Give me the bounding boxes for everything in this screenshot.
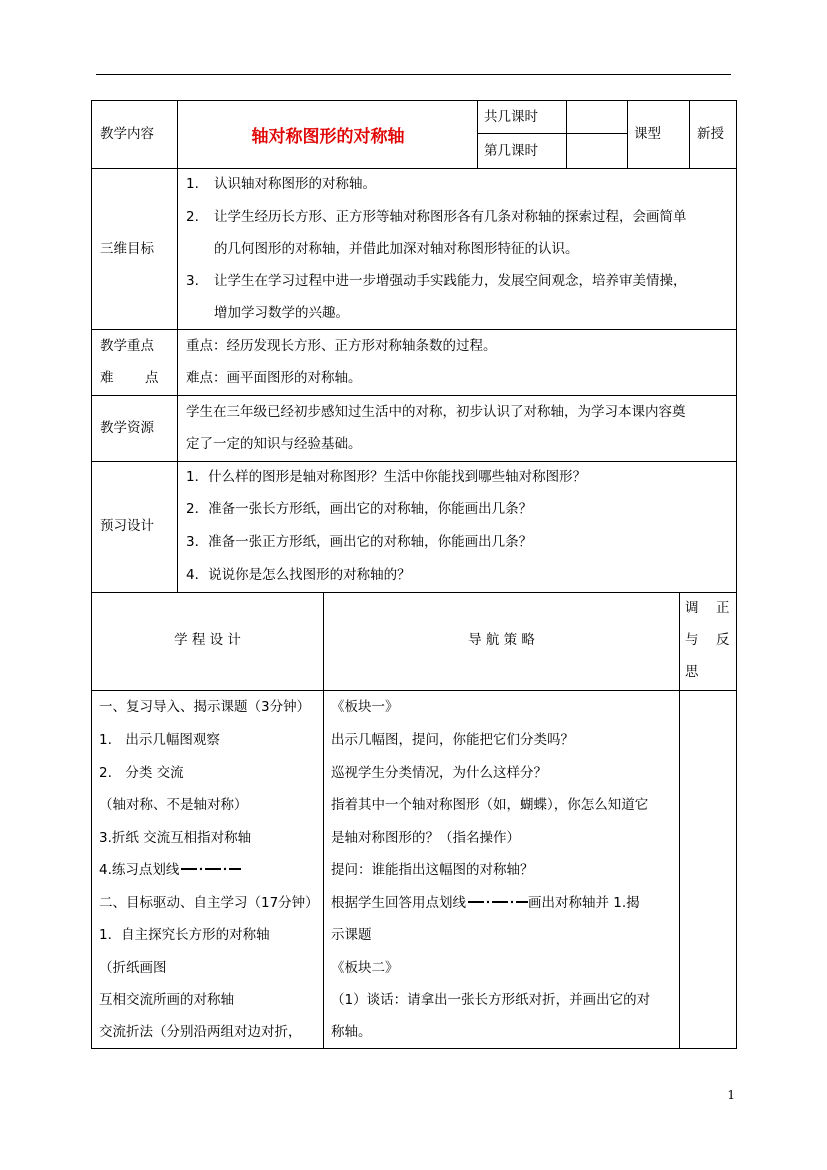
reflection-char: 与: [685, 632, 699, 648]
preview-item: 2．准备一张长方形纸，画出它的对称轴，你能画出几条？: [186, 501, 533, 517]
goal-line: 让学生在学习过程中进一步增强动手实践能力，发展空间观念，培养审美情操，: [214, 273, 687, 289]
process-line: （轴对称、不是轴对称）: [99, 797, 248, 813]
process-header: 学 程 设 计: [174, 632, 241, 648]
process-line: 1. 出示几幅图观察: [99, 732, 220, 748]
goals-label: 三维目标: [100, 241, 154, 257]
strategy-line: 提问：谁能指出这幅图的对称轴？: [331, 862, 534, 878]
process-line: （折纸画图: [99, 960, 167, 976]
reflection-char: 正: [716, 600, 730, 616]
goal-line: 增加学习数学的兴趣。: [214, 305, 349, 321]
strategy-line: [331, 893, 640, 913]
process-line: 交流折法（分别沿两组对边对折，: [99, 1024, 302, 1040]
process-line: [99, 860, 241, 880]
dash-dot-line-icon: [179, 863, 241, 875]
strategy-line: 称轴。: [331, 1024, 372, 1040]
dash-dot-line-icon: [466, 896, 528, 908]
goal-number: 2.: [186, 209, 199, 225]
process-line: 二、目标驱动、自主学习（17分钟）: [99, 895, 319, 911]
goal-number: 3.: [186, 273, 199, 289]
header-rule: [96, 74, 731, 75]
strategy-line-text: 根据学生回答用点划线: [331, 895, 466, 911]
reflection-char: 调: [685, 600, 699, 616]
strategy-line: 巡视学生分类情况，为什么这样分？: [331, 765, 547, 781]
difficulty-label-left: 难: [100, 370, 114, 386]
strategy-line-text: 画出对称轴并 1.揭: [528, 895, 640, 911]
lesson-type-label: 课型: [634, 126, 661, 142]
preview-item: 3．准备一张正方形纸，画出它的对称轴，你能画出几条？: [186, 534, 533, 550]
process-line: 2. 分类 交流: [99, 765, 184, 781]
reflection-char: 反: [716, 632, 730, 648]
difficulty-label-right: 点: [145, 370, 159, 386]
total-hours-label: 共几课时: [484, 109, 538, 125]
lesson-number-label: 第几课时: [484, 143, 538, 159]
process-line: 3.折纸 交流互相指对称轴: [99, 830, 252, 846]
teaching-content-label: 教学内容: [100, 126, 154, 142]
process-line: 互相交流所画的对称轴: [99, 992, 234, 1008]
preview-item: 1．什么样的图形是轴对称图形？生活中你能找到哪些轴对称图形？: [186, 469, 587, 485]
resources-label: 教学资源: [100, 420, 154, 436]
strategy-line: 出示几幅图，提问，你能把它们分类吗？: [331, 732, 574, 748]
difficult-point-text: 难点：画平面图形的对称轴。: [186, 370, 362, 386]
strategy-line: 《板块二》: [331, 960, 399, 976]
process-line: 1．自主探究长方形的对称轴: [99, 927, 270, 943]
strategy-line: 《板块一》: [331, 699, 399, 715]
strategy-line: 示课题: [331, 927, 372, 943]
goal-line: 的几何图形的对称轴，并借此加深对轴对称图形特征的认识。: [214, 241, 579, 257]
strategy-line: 指着其中一个轴对称图形（如，蝴蝶），你怎么知道它: [331, 797, 649, 813]
process-line: 一、复习导入、揭示课题（3分钟）: [99, 699, 311, 715]
resources-line: 学生在三年级已经初步感知过生活中的对称，初步认识了对称轴，为学习本课内容奠: [186, 404, 686, 420]
goal-line: 让学生经历长方形、正方形等轴对称图形各有几条对称轴的探索过程，会画简单: [214, 209, 687, 225]
resources-line: 定了一定的知识与经验基础。: [186, 436, 362, 452]
strategy-line: （1）谈话：请拿出一张长方形纸对折，并画出它的对: [331, 992, 651, 1008]
goal-number: 1.: [186, 176, 199, 192]
strategy-line: 是轴对称图形的？（指名操作）: [331, 830, 520, 846]
lesson-type-value: 新授: [697, 126, 724, 142]
process-line-text: 4.练习点划线: [99, 862, 180, 878]
goal-line: 认识轴对称图形的对称轴。: [214, 176, 376, 192]
key-point-text: 重点：经历发现长方形、正方形对称轴条数的过程。: [186, 338, 497, 354]
lesson-title: 轴对称图形的对称轴: [251, 126, 405, 147]
preview-item: 4．说说你是怎么找图形的对称轴的？: [186, 567, 411, 583]
keypoints-label: 教学重点: [100, 338, 154, 354]
reflection-char: 思: [685, 664, 699, 680]
strategy-header: 导 航 策 略: [468, 632, 535, 648]
preview-label: 预习设计: [100, 518, 154, 534]
page-number: 1: [727, 1088, 735, 1102]
